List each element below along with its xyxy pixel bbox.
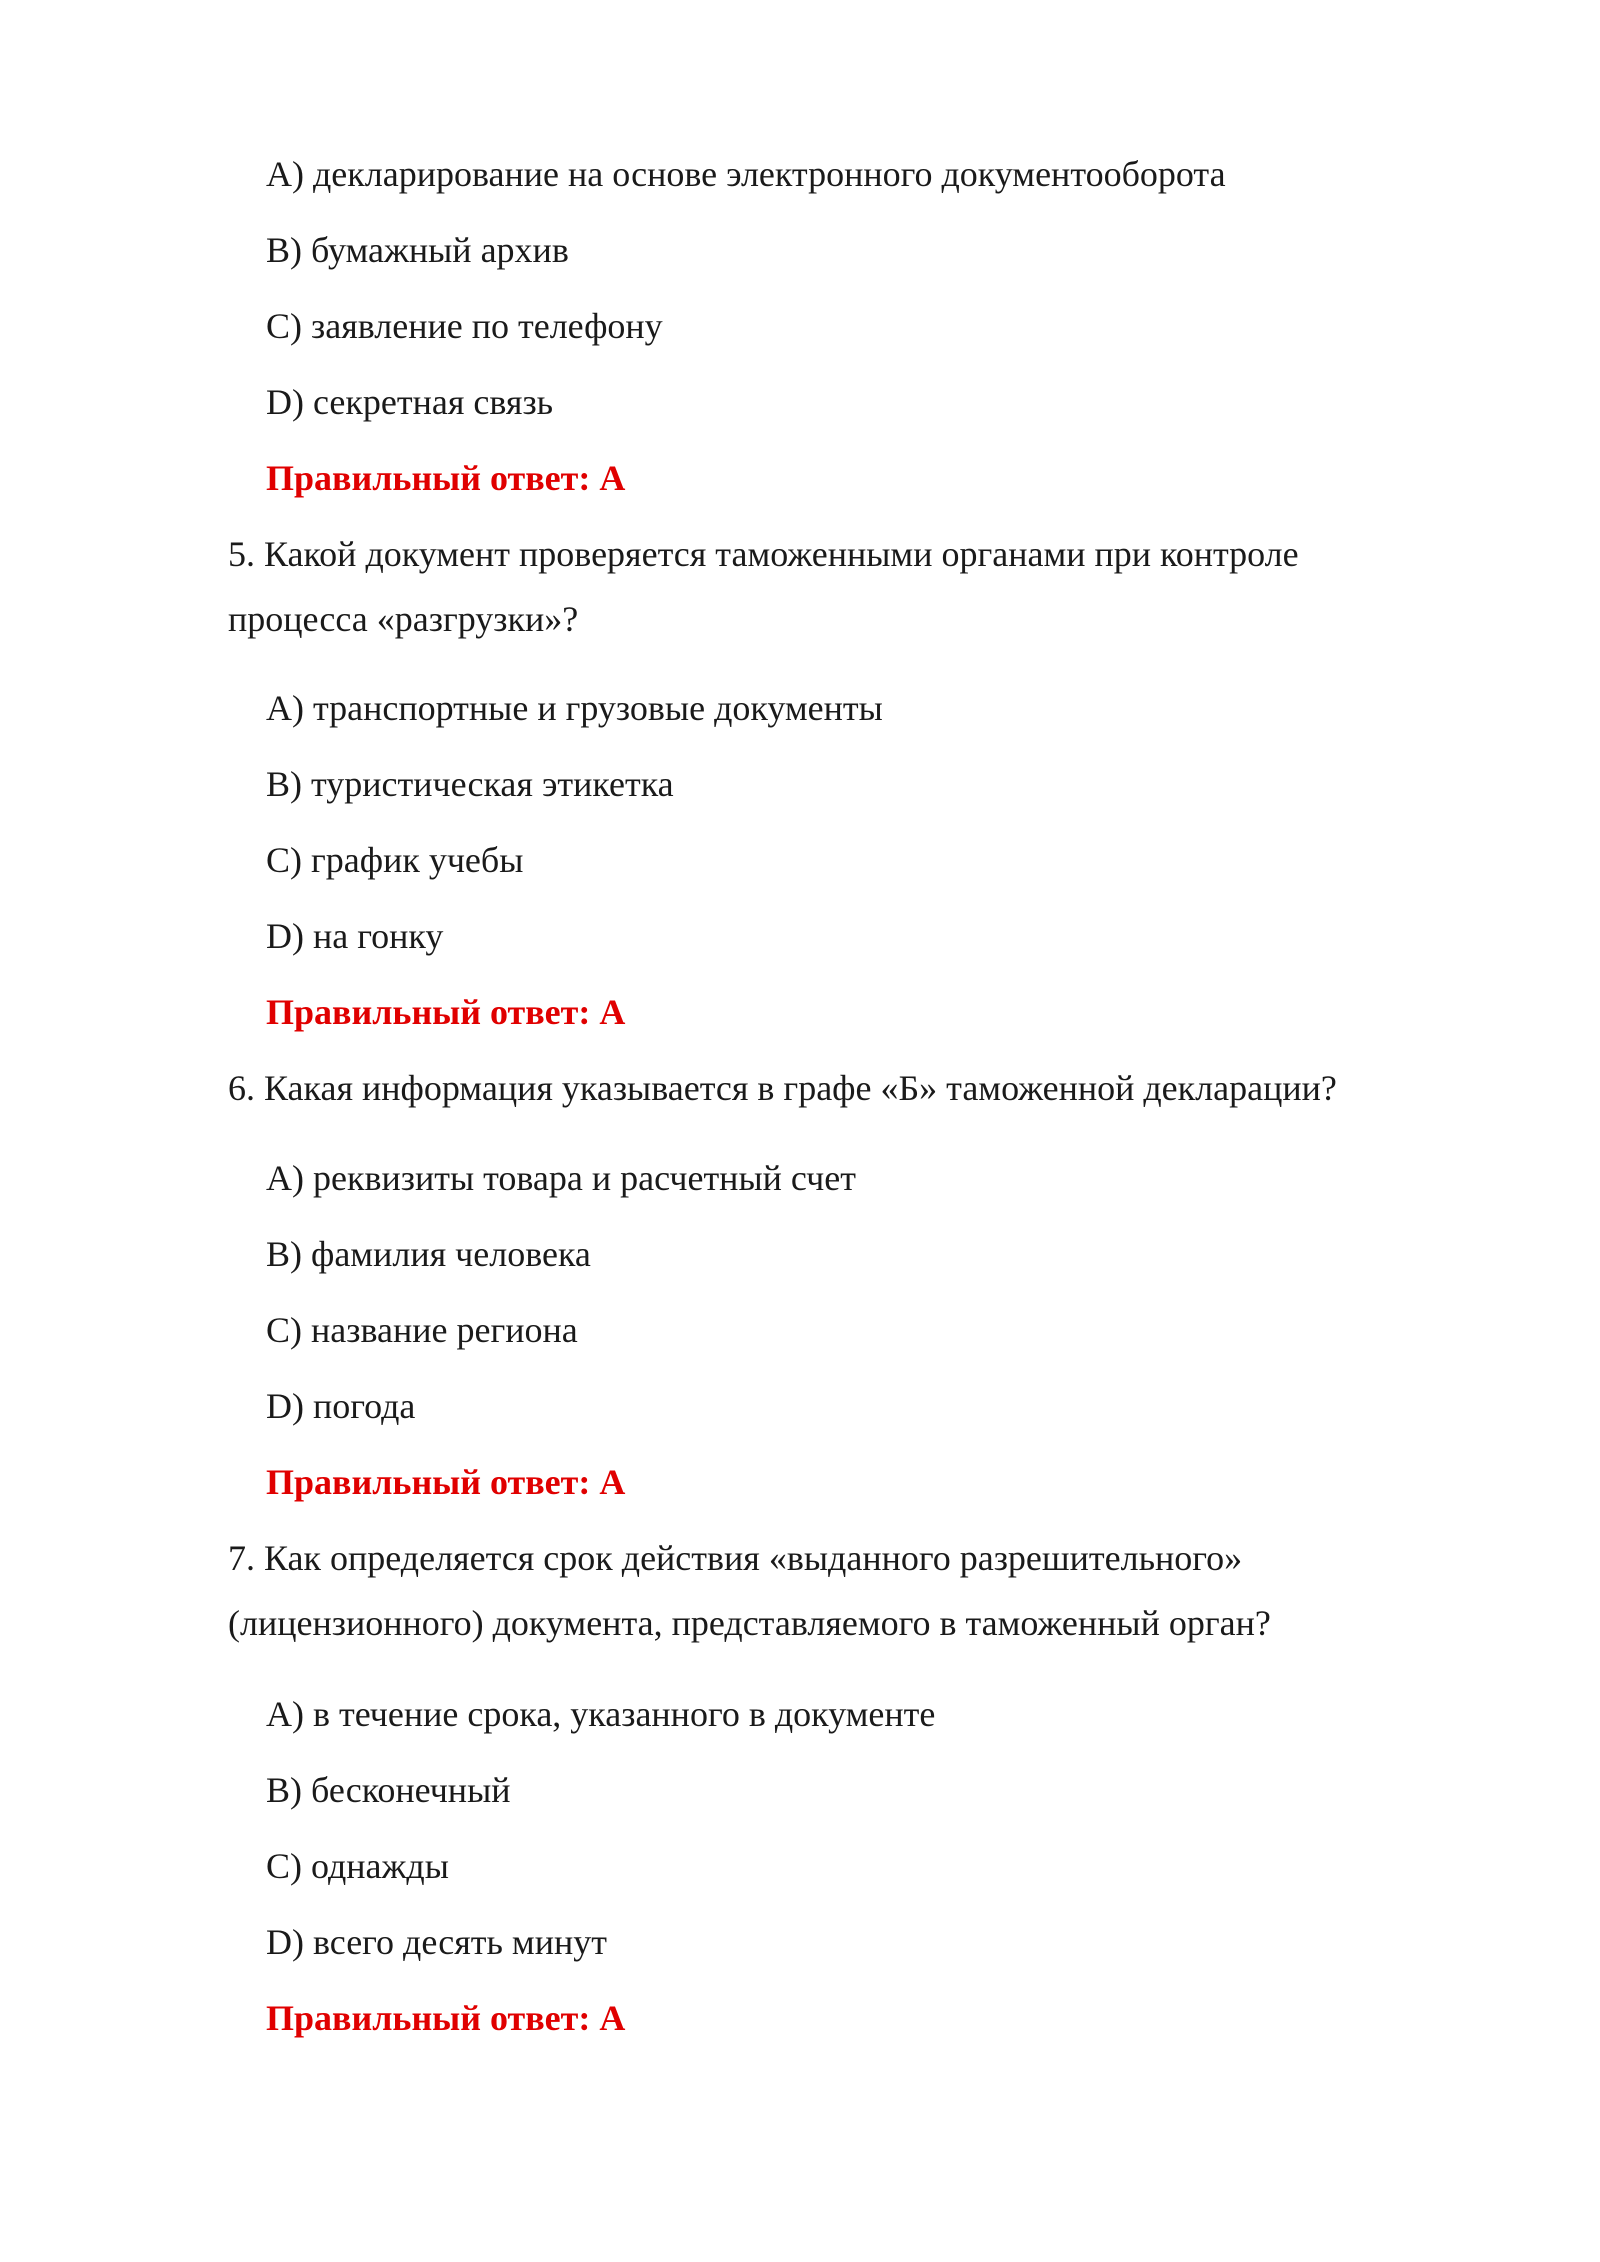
answer-7: Правильный ответ: A bbox=[266, 1998, 626, 2038]
option-5-d: D) на гонку bbox=[266, 916, 444, 956]
answer-5: Правильный ответ: A bbox=[266, 992, 626, 1032]
question-5-line-1: 5. Какой документ проверяется таможенными органами при контроле bbox=[228, 534, 1299, 574]
option-5-a: A) транспортные и грузовые документы bbox=[266, 688, 883, 728]
question-5-line-2: процесса «разгрузки»? bbox=[228, 599, 579, 639]
option-7-c: C) однажды bbox=[266, 1846, 449, 1886]
option-prev-a: A) декларирование на основе электронного документооборота bbox=[266, 154, 1226, 194]
answer-6: Правильный ответ: A bbox=[266, 1462, 626, 1502]
option-5-c: C) график учебы bbox=[266, 840, 524, 880]
option-5-b: B) туристическая этикетка bbox=[266, 764, 674, 804]
question-7-line-1: 7. Как определяется срок действия «выданного разрешительного» bbox=[228, 1538, 1243, 1578]
answer-prev: Правильный ответ: A bbox=[266, 458, 626, 498]
option-6-d: D) погода bbox=[266, 1386, 416, 1426]
option-7-d: D) всего десять минут bbox=[266, 1922, 607, 1962]
option-6-b: B) фамилия человека bbox=[266, 1234, 591, 1274]
question-6-line-1: 6. Какая информация указывается в графе «Б» таможенной декларации? bbox=[228, 1068, 1337, 1108]
option-6-c: C) название региона bbox=[266, 1310, 578, 1350]
option-prev-b: B) бумажный архив bbox=[266, 230, 569, 270]
question-7-line-2: (лицензионного) документа, представляемого в таможенный орган? bbox=[228, 1603, 1271, 1643]
option-7-a: A) в течение срока, указанного в документе bbox=[266, 1694, 936, 1734]
option-prev-c: C) заявление по телефону bbox=[266, 306, 663, 346]
option-6-a: A) реквизиты товара и расчетный счет bbox=[266, 1158, 856, 1198]
option-prev-d: D) секретная связь bbox=[266, 382, 554, 422]
option-7-b: B) бесконечный bbox=[266, 1770, 511, 1810]
